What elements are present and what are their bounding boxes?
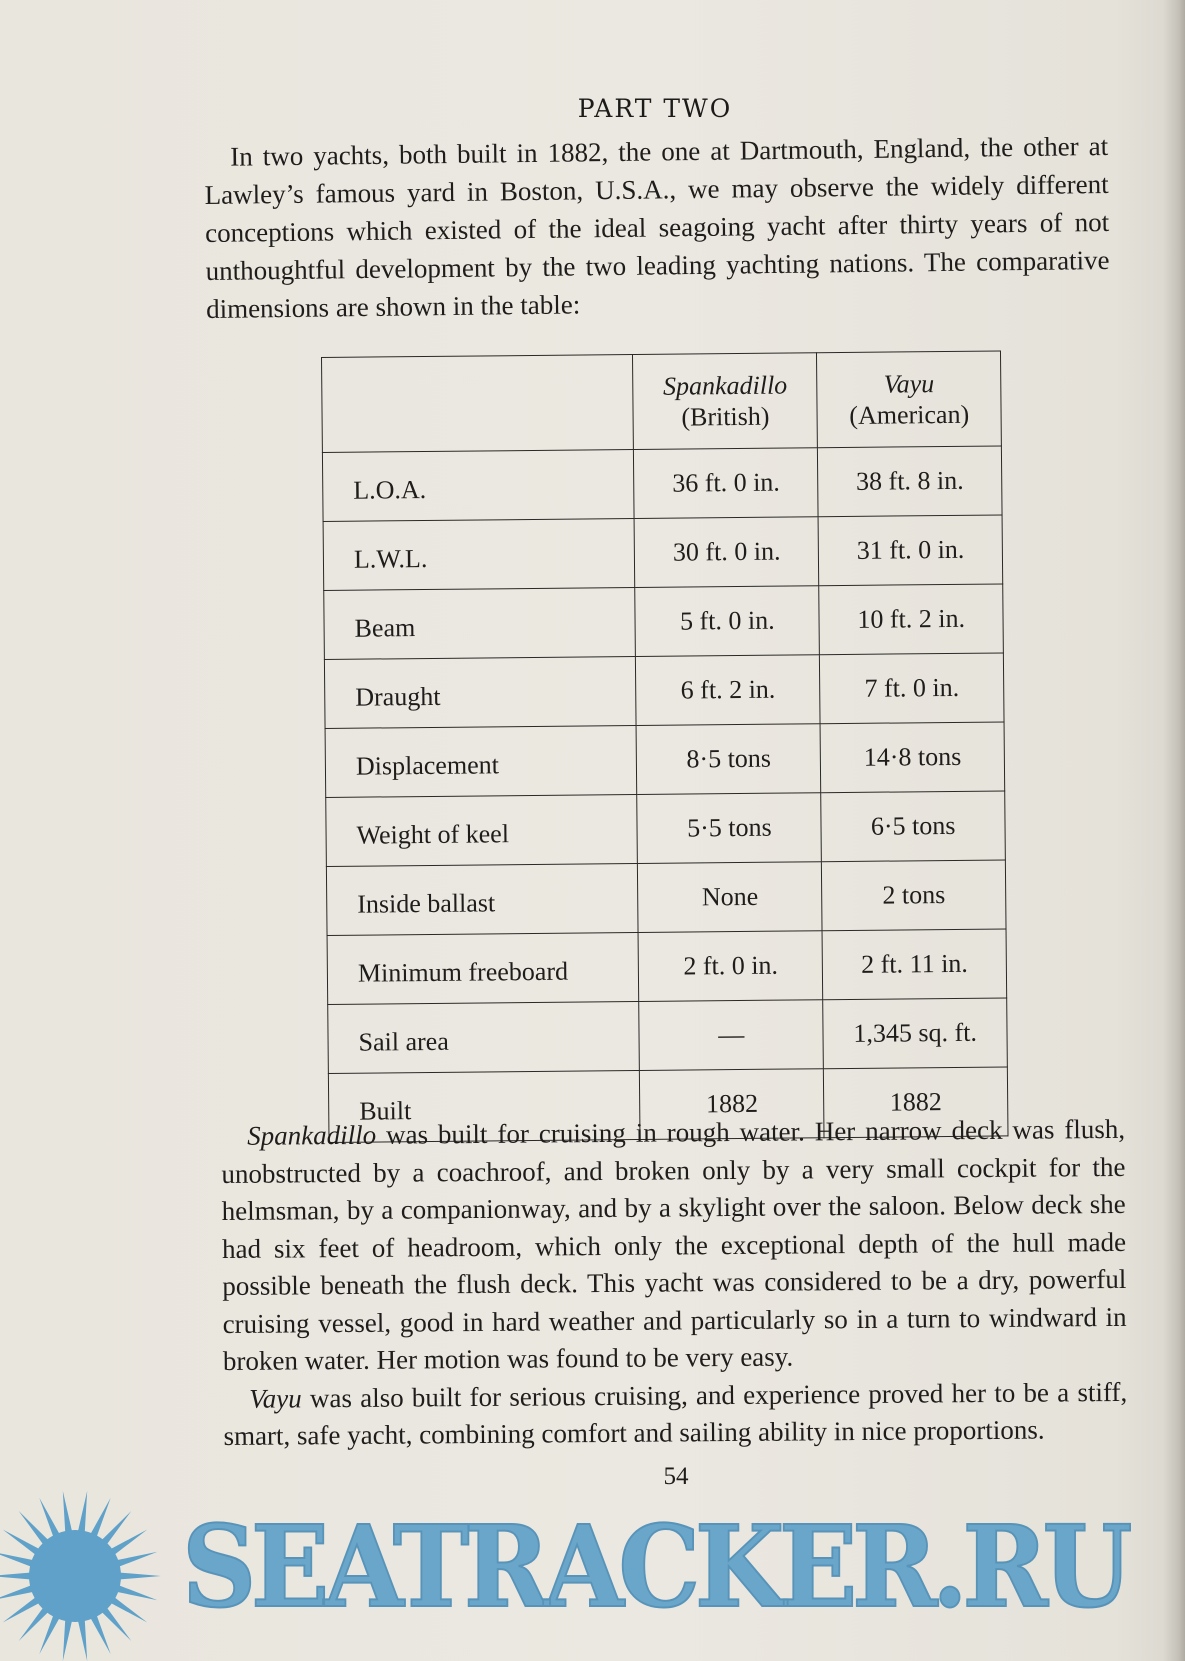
column-header-vayu [817, 351, 1002, 448]
intro-paragraph: In two yachts, both built in 1882, the one at Dartmouth, England, the other at Lawley’s famous yard in Boston, U.S.A., we may observe the widely different conceptions which existed of the ideal seagoing yacht after thirty years of not unthoughtful development by the two leading yachting nations. The comparative dimensions are shown in the table: [204, 130, 1110, 324]
row-label: L.O.A. [322, 450, 634, 522]
row-label: Sail area [328, 1001, 640, 1073]
row-label: Displacement [325, 725, 637, 797]
vessel-name: Spankadillo [247, 1119, 377, 1151]
row-label: Inside ballast [326, 863, 638, 935]
column-name: Spankadillo [662, 370, 788, 401]
table-corner-cell [322, 355, 634, 453]
vayu-value: 2 tons [822, 860, 1006, 931]
running-head: PART TWO [577, 94, 733, 123]
row-label: Beam [324, 587, 636, 659]
dimensions-table-wrap [321, 350, 1009, 1142]
row-label: Draught [324, 656, 636, 728]
vayu-value: 6·5 tons [821, 791, 1005, 862]
paragraph-text: was also built for serious cruising, and experience proved her to be a stiff, smart, safe yacht, combining comfort and sailing ability in nice proportions. [223, 1376, 1128, 1451]
row-label: Weight of keel [326, 794, 638, 866]
column-nationality: (American) [849, 399, 970, 430]
row-label: L.W.L. [323, 518, 635, 590]
paragraph-spankadillo [221, 1111, 1127, 1381]
watermark-text: SEATRACKER.RU [182, 1502, 1127, 1633]
row-label: Built [328, 1070, 640, 1142]
spankadillo-value: — [639, 1000, 824, 1071]
vayu-value: 10 ft. 2 in. [819, 584, 1003, 655]
spankadillo-value: 2 ft. 0 in. [638, 931, 823, 1002]
column-name: Vayu [883, 369, 935, 399]
spankadillo-value: 1882 [640, 1069, 825, 1140]
spankadillo-value: 6 ft. 2 in. [636, 655, 821, 726]
vayu-value: 1,345 sq. ft. [823, 998, 1007, 1069]
table-header-row [322, 351, 1002, 453]
table-row [325, 722, 1005, 798]
spankadillo-value: None [638, 862, 823, 933]
page-number: 54 [663, 1463, 689, 1490]
table-row [328, 998, 1008, 1074]
table-row [324, 584, 1004, 660]
table-row [326, 860, 1006, 936]
body-text [221, 1111, 1128, 1456]
table-row [324, 653, 1004, 729]
dimensions-table [321, 350, 1009, 1142]
paragraph-text: was built for cruising in rough water. Her narrow deck was flush, unobstructed by a coachroof, and broken only by a very small cockpit for the helmsman, by a companionway, and by a skylight over the saloon. Below deck she had six feet of headroom, which only the exceptional depth of the hull made possible beneath the flush deck. This yacht was considered to be a dry, powerful cruising vessel, good in hard weather and particularly so in a turn to windward in broken water. Her motion was found to be very easy. [221, 1113, 1127, 1376]
spankadillo-value: 8·5 tons [636, 724, 821, 795]
vayu-value: 1882 [824, 1067, 1008, 1138]
table-row [327, 929, 1007, 1005]
table-row [323, 515, 1003, 591]
spankadillo-value: 5·5 tons [637, 793, 822, 864]
vayu-value: 14·8 tons [820, 722, 1004, 793]
vayu-value: 38 ft. 8 in. [818, 446, 1002, 517]
column-header-spankadillo [633, 353, 818, 450]
vayu-value: 7 ft. 0 in. [820, 653, 1004, 724]
sun-icon [0, 1486, 185, 1661]
spankadillo-value: 5 ft. 0 in. [635, 586, 820, 657]
spankadillo-value: 36 ft. 0 in. [634, 448, 819, 519]
table-row [326, 791, 1006, 867]
vayu-value: 2 ft. 11 in. [822, 929, 1006, 1000]
table-row [322, 446, 1002, 522]
column-nationality: (British) [681, 401, 770, 432]
spankadillo-value: 30 ft. 0 in. [634, 517, 819, 588]
page-edge-shadow [1163, 0, 1185, 1661]
vessel-name: Vayu [249, 1382, 302, 1414]
row-label: Minimum freeboard [327, 932, 639, 1004]
paragraph-vayu [223, 1373, 1128, 1455]
vayu-value: 31 ft. 0 in. [818, 515, 1002, 586]
